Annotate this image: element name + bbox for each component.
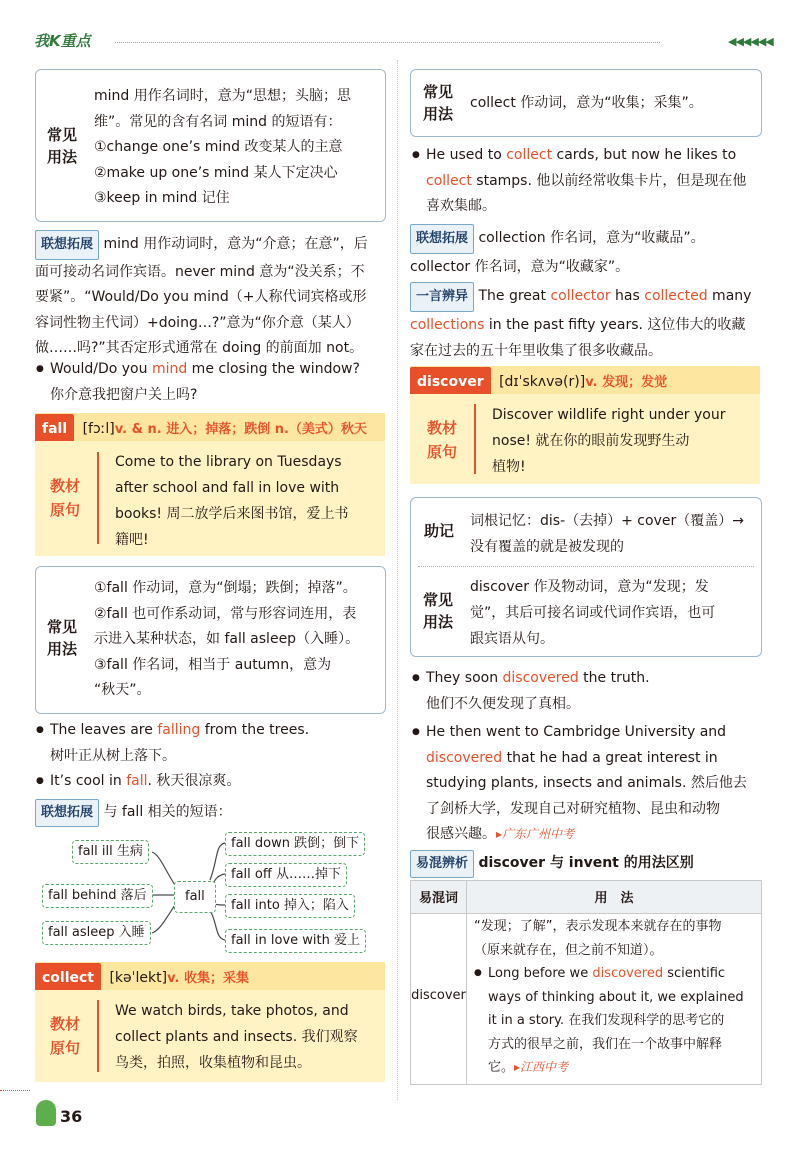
table-header-word: 易混词 [418, 891, 458, 906]
text-line: 面可接动名词作宾语。never mind 意为“没关系；不 [35, 263, 365, 280]
text-line: （原来就存在，但之前不知道）。 [474, 942, 663, 958]
text-line: Come to the library on Tuesdays [115, 454, 342, 470]
text-line: 家在过去的五十年里收集了很多收藏品。 [410, 343, 662, 359]
collect-distinct: 一言辨异 The great collector has collected many collections in the past fifty years. 这位伟大的收藏 家在过去的五十年里收集了很多收藏品。 [410, 282, 765, 364]
collect-source-text [115, 998, 377, 1076]
word-badge: collect [35, 963, 101, 993]
source-label: 教材原句 [49, 1015, 80, 1057]
collect-assoc [410, 224, 762, 280]
example-sentence: ● Long before we discovered scientific [488, 962, 756, 986]
example-sentence: ● He used to collect cards, but now he likes to [426, 143, 762, 169]
example-sentence: ● He then went to Cambridge University and [426, 720, 762, 746]
assoc-tag: 联想拓展 [35, 230, 99, 260]
text-line: 跟宾语从句。 [470, 631, 554, 647]
text-line: ①change one’s mind 改变某人的主意 [94, 139, 343, 155]
text-line: discover 作及物动词，意为“发现；发 [470, 579, 709, 595]
collect-example [426, 143, 762, 220]
usage-label: 常见用法 [422, 591, 453, 631]
table-word-cell: discover [411, 988, 466, 1003]
definition: v. & n. 进入；掉落；跌倒 n.（美式）秋天 [114, 422, 367, 437]
text-line: ways of thinking about it, we explained [488, 989, 744, 1005]
text-line: collector 作名词，意为“收藏家”。 [410, 259, 630, 275]
mindmap-center: fall [174, 881, 216, 913]
mindmap-node: fall ill 生病 [72, 840, 149, 864]
example-sentence: ● They soon discovered the truth. [426, 666, 762, 692]
confuse-tag: 易混辨析 [410, 850, 474, 878]
table-usage-cell [474, 915, 756, 1080]
phonetic: [fɔːl] [82, 421, 115, 437]
example-sentence-cont: collect stamps. 他以前经常收集卡片，但是现在他 [426, 172, 747, 189]
phonetic: [dɪˈskʌvə(r)] [499, 374, 586, 390]
example-sentence: ● Would/Do you mind me closing the window? [50, 357, 390, 383]
example-sentence-cont: discovered that he had a great interest in [426, 749, 718, 766]
footer-dotted-corner [0, 1090, 30, 1091]
text-line: Discover wildlife right under your [492, 407, 726, 423]
text-line: 方式的很早之前，我们在一个故事中解释 [488, 1036, 723, 1052]
text-line: 觉”，其后可接名词或代词作宾语，也可 [470, 605, 716, 621]
source-divider [474, 404, 476, 474]
discover-source-text [492, 402, 754, 480]
word-badge: discover [410, 367, 491, 397]
example-sentence: ● The leaves are falling from the trees. [50, 718, 390, 744]
example-translation: 他们不久便发现了真相。 [426, 695, 580, 712]
usage-label: 常见用法 [422, 83, 453, 123]
discover-memo-text [470, 508, 756, 560]
text-line: books! 周二放学后来图书馆，爱上书 [115, 506, 349, 522]
example-translation: 喜欢集邮。 [426, 198, 496, 214]
example-translation: 你介意我把窗户关上吗? [50, 386, 198, 403]
text-line: “秋天”。 [94, 682, 151, 698]
assoc-tag: 联想拓展 [410, 224, 474, 254]
text-line: collect plants and insects. 我们观察 [115, 1029, 358, 1045]
source-note: ▸广东广州中考 [496, 827, 575, 841]
text-line: 它。 [488, 1060, 515, 1075]
text-line: 示进入某种状态，如 fall asleep（入睡）。 [94, 631, 360, 647]
text-line: ③keep in mind 记住 [94, 190, 230, 206]
discover-heading [410, 367, 667, 397]
mindmap-lines [0, 0, 400, 960]
collect-heading [35, 963, 249, 993]
mindmap-node: fall asleep 入睡 [42, 921, 151, 945]
confuse-title: discover 与 invent 的用法区别 [478, 855, 694, 871]
text-line: 没有覆盖的就是被发现的 [470, 539, 624, 555]
example-translation: 树叶正从树上落下。 [50, 747, 176, 764]
mind-usage-label: 常见用法 [46, 126, 77, 166]
source-label: 教材原句 [49, 477, 80, 519]
text-line: ③fall 作名词，相当于 autumn，意为 [94, 656, 332, 673]
collect-usage-text: collect 作动词，意为“收集；采集”。 [470, 95, 703, 111]
definition: v. 收集；采集 [167, 971, 249, 986]
usage-label: 常见用法 [46, 618, 77, 658]
text-line: nose! 就在你的眼前发现野生动 [492, 433, 690, 449]
header-arrows-icon: ◀◀◀◀◀◀ [728, 35, 773, 48]
table-header-usage: 用 法 [594, 891, 634, 906]
mindmap-node: fall down 跌倒；倒下 [225, 832, 365, 856]
source-divider [97, 1000, 99, 1072]
mindmap-node: fall off 从……掉下 [225, 863, 347, 887]
box-separator [418, 566, 754, 567]
text-line: after school and fall in love with [115, 480, 340, 496]
assoc-text: 与 fall 相关的短语： [103, 804, 232, 820]
text-line: 要紧”。“Would/Do you mind（+人称代词宾格或形 [35, 289, 367, 305]
text-line: collection 作名词，意为“收藏品”。 [478, 230, 705, 246]
distinct-tag: 一言辨异 [410, 282, 474, 312]
column-divider [397, 60, 398, 1100]
text-line: 容词性物主代词）+doing…?”意为“你介意（某人） [35, 314, 360, 331]
text-line: 维”。常见的含有名词 mind 的短语有： [94, 113, 342, 130]
text-line: ②fall 也可作系动词，常与形容词连用，表 [94, 605, 357, 622]
phonetic: [kəˈlekt] [109, 970, 168, 986]
discover-usage-text [470, 574, 756, 652]
confuse-heading [410, 850, 694, 878]
text-line: 植物! [492, 459, 526, 475]
text-line: studying plants, insects and animals. 然后他去 [426, 775, 747, 791]
text-line: 词根记忆：dis-（去掉）+ cover（覆盖）→ [470, 513, 744, 529]
text-line: ①fall 作动词，意为“倒塌；跌倒；掉落”。 [94, 580, 357, 596]
text-line: it in a story. 在我们发现科学的思考它的 [488, 1013, 725, 1028]
header-logo: 我K重点 [34, 32, 91, 50]
example-sentence: ● It’s cool in fall. 秋天很凉爽。 [50, 769, 390, 795]
discover-examples [426, 666, 762, 848]
text-line: 籍吧! [115, 532, 149, 548]
table-col-divider [466, 881, 467, 1084]
text-line: 很感兴趣。 [426, 826, 496, 842]
text-line: mind 用作动词时，意为“介意；在意”，后 [103, 236, 368, 252]
source-note: ▸江西中考 [514, 1060, 569, 1074]
memo-label: 助记 [423, 522, 454, 540]
assoc-tag: 联想拓展 [35, 799, 99, 827]
mindmap-node: fall in love with 爱上 [225, 929, 366, 953]
text-line: ②make up one’s mind 某人下定决心 [94, 164, 338, 181]
text-line: “发现；了解”，表示发现本来就存在的事物 [474, 919, 722, 934]
page-number: 36 [60, 1107, 83, 1126]
mindmap-node: fall behind 落后 [42, 884, 153, 908]
source-label: 教材原句 [426, 419, 457, 461]
text-line: 鸟类，拍照，收集植物和昆虫。 [115, 1055, 311, 1071]
text-line: 做……吗?”其否定形式通常在 doing 的前面加 not。 [35, 340, 364, 356]
text-line: We watch birds, take photos, and [115, 1003, 349, 1019]
text-line: 了剑桥大学，发现自己对研究植物、昆虫和动物 [426, 800, 720, 817]
word-badge: fall [35, 414, 74, 444]
table-row-divider [411, 913, 761, 914]
bulb-icon [36, 1100, 56, 1126]
text-line: mind 用作名词时，意为“思想；头脑；思 [94, 88, 351, 104]
mindmap-node: fall into 掉入；陷入 [225, 894, 355, 918]
definition: v. 发现；发觉 [585, 375, 668, 390]
